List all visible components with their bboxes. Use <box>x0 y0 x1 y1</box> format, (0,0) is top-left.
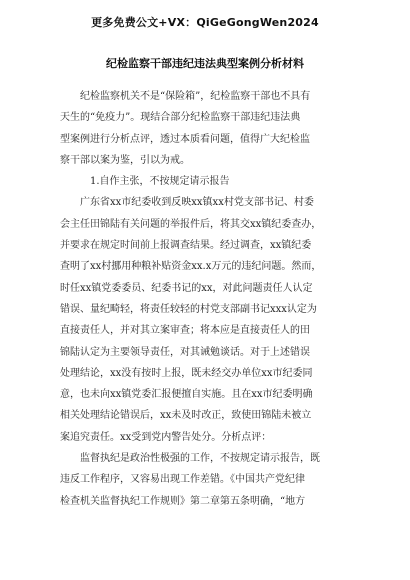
body-text-line: 处理结论，xx没有按时上报，既未经交办单位xx市纪委同 <box>60 367 313 379</box>
body-text-line: 时任xx镇党委委员、纪委书记的xx，对此问题责任人认定 <box>60 282 313 294</box>
body-text-line: 意，也未向xx镇党委汇报便擅自实施。且在xx市纪委明确 <box>60 389 313 401</box>
body-text-line: 并要求在规定时间前上报调查结果。经过调查，xx镇纪委 <box>60 240 312 252</box>
body-text-line: 会主任田锦陆有关问题的举报件后，将其交xx镇纪委查办， <box>60 218 322 230</box>
document-body <box>60 86 354 512</box>
body-text-line: 天生的“免疫力”。现结合部分纪检监察干部违纪违法典 <box>60 112 301 124</box>
body-text-line: 错误、量纪畸轻，将责任较轻的村党支部副书记xxx认定为 <box>60 303 317 315</box>
body-text-line: 案追究责任。xx受到党内警告处分。分析点评： <box>60 431 272 443</box>
body-text-line: 察干部以案为鉴，引以为戒。 <box>60 154 190 166</box>
body-text-line: 违反工作程序，又容易出现工作差错。《中国共产党纪律 <box>60 474 305 486</box>
body-text-line: 检查机关监督执纪工作规则》第二章第五条明确，“地方 <box>60 495 306 507</box>
section-heading: 1.自作主张，不按规定请示报告 <box>90 176 230 188</box>
body-text-line: 纪检监察机关不是“保险箱”，纪检监察干部也不具有 <box>80 91 311 102</box>
body-text-line: 直接责任人，并对其立案审查；将本应是直接责任人的田 <box>60 325 310 337</box>
body-text-line: 型案例进行分析点评，透过本质看问题，值得广大纪检监 <box>60 133 310 145</box>
body-text-line: 相关处理结论错误后，xx未及时改正，致使田锦陆未被立 <box>60 410 312 422</box>
body-text-line: 广东省xx市纪委收到反映xx镇xx村党支部书记、村委 <box>80 197 314 209</box>
body-text-line: 查明了xx村挪用种粮补贴资金xx.x万元的违纪问题。然而， <box>60 261 322 273</box>
document-title: 纪检监察干部违纪违法典型案例分析材料 <box>106 57 304 70</box>
body-text-line: 监督执纪是政治性极强的工作，不按规定请示报告，既 <box>80 453 320 465</box>
body-text-line: 锦陆认定为主要领导责任，对其诫勉谈话。对于上述错误 <box>60 346 310 358</box>
promo-header: 更多免费公文+VX：QiGeGongWen2024 <box>91 16 319 29</box>
